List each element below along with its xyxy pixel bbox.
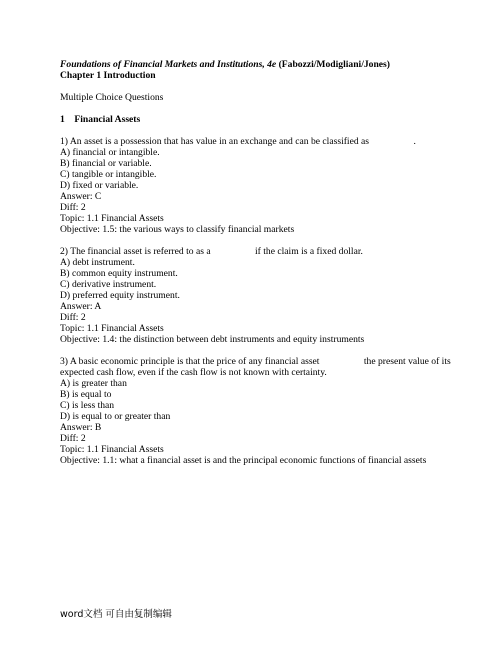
question-2 [60,246,460,345]
option-a: A) debt instrument. [60,257,135,268]
document-page [60,59,460,477]
option-d: D) is equal to or greater than [60,411,171,422]
difficulty: Diff: 2 [60,433,86,444]
book-header [60,59,460,70]
chapter-title: Chapter 1 Introduction [60,70,156,81]
question-stem: 1) An asset is a possession that has value in an exchange and can be classified as . [60,136,416,147]
objective: Objective: 1.4: the distinction between debt instruments and equity instruments [60,334,365,345]
question-stem: 2) The financial asset is referred to as a if the claim is a fixed dollar. [60,246,363,257]
option-b: B) financial or variable. [60,158,152,169]
answer: Answer: C [60,191,102,202]
answer: Answer: A [60,301,102,312]
objective: Objective: 1.1: what a financial asset is and the principal economic functions of financial assets [60,455,427,466]
option-d: D) preferred equity instrument. [60,290,180,301]
question-1 [60,136,460,235]
question-stem: 3) A basic economic principle is that the price of any financial asset the present value of its expected cash flow, even if the cash flow is not known with certainty. [60,356,451,378]
section-number: 1 [60,114,65,125]
option-a: A) financial or intangible. [60,147,160,158]
topic: Topic: 1.1 Financial Assets [60,444,164,455]
difficulty: Diff: 2 [60,312,86,323]
topic: Topic: 1.1 Financial Assets [60,323,164,334]
book-authors: (Fabozzi/Modigliani/Jones) [276,59,390,70]
option-b: B) common equity instrument. [60,268,178,279]
section-name: Financial Assets [74,114,141,125]
option-d: D) fixed or variable. [60,180,139,191]
section-heading: Multiple Choice Questions [60,92,164,103]
section-title [60,114,460,125]
book-title: Foundations of Financial Markets and Institutions, 4e [60,59,277,70]
option-b: B) is equal to [60,389,112,400]
objective: Objective: 1.5: the various ways to classify financial markets [60,224,295,235]
option-c: C) tangible or intangible. [60,169,157,180]
option-c: C) is less than [60,400,115,411]
difficulty: Diff: 2 [60,202,86,213]
topic: Topic: 1.1 Financial Assets [60,213,164,224]
option-a: A) is greater than [60,378,127,389]
page-footer: word文档 可自由复制编辑 [60,609,172,620]
question-3 [60,356,460,466]
option-c: C) derivative instrument. [60,279,157,290]
answer: Answer: B [60,422,102,433]
